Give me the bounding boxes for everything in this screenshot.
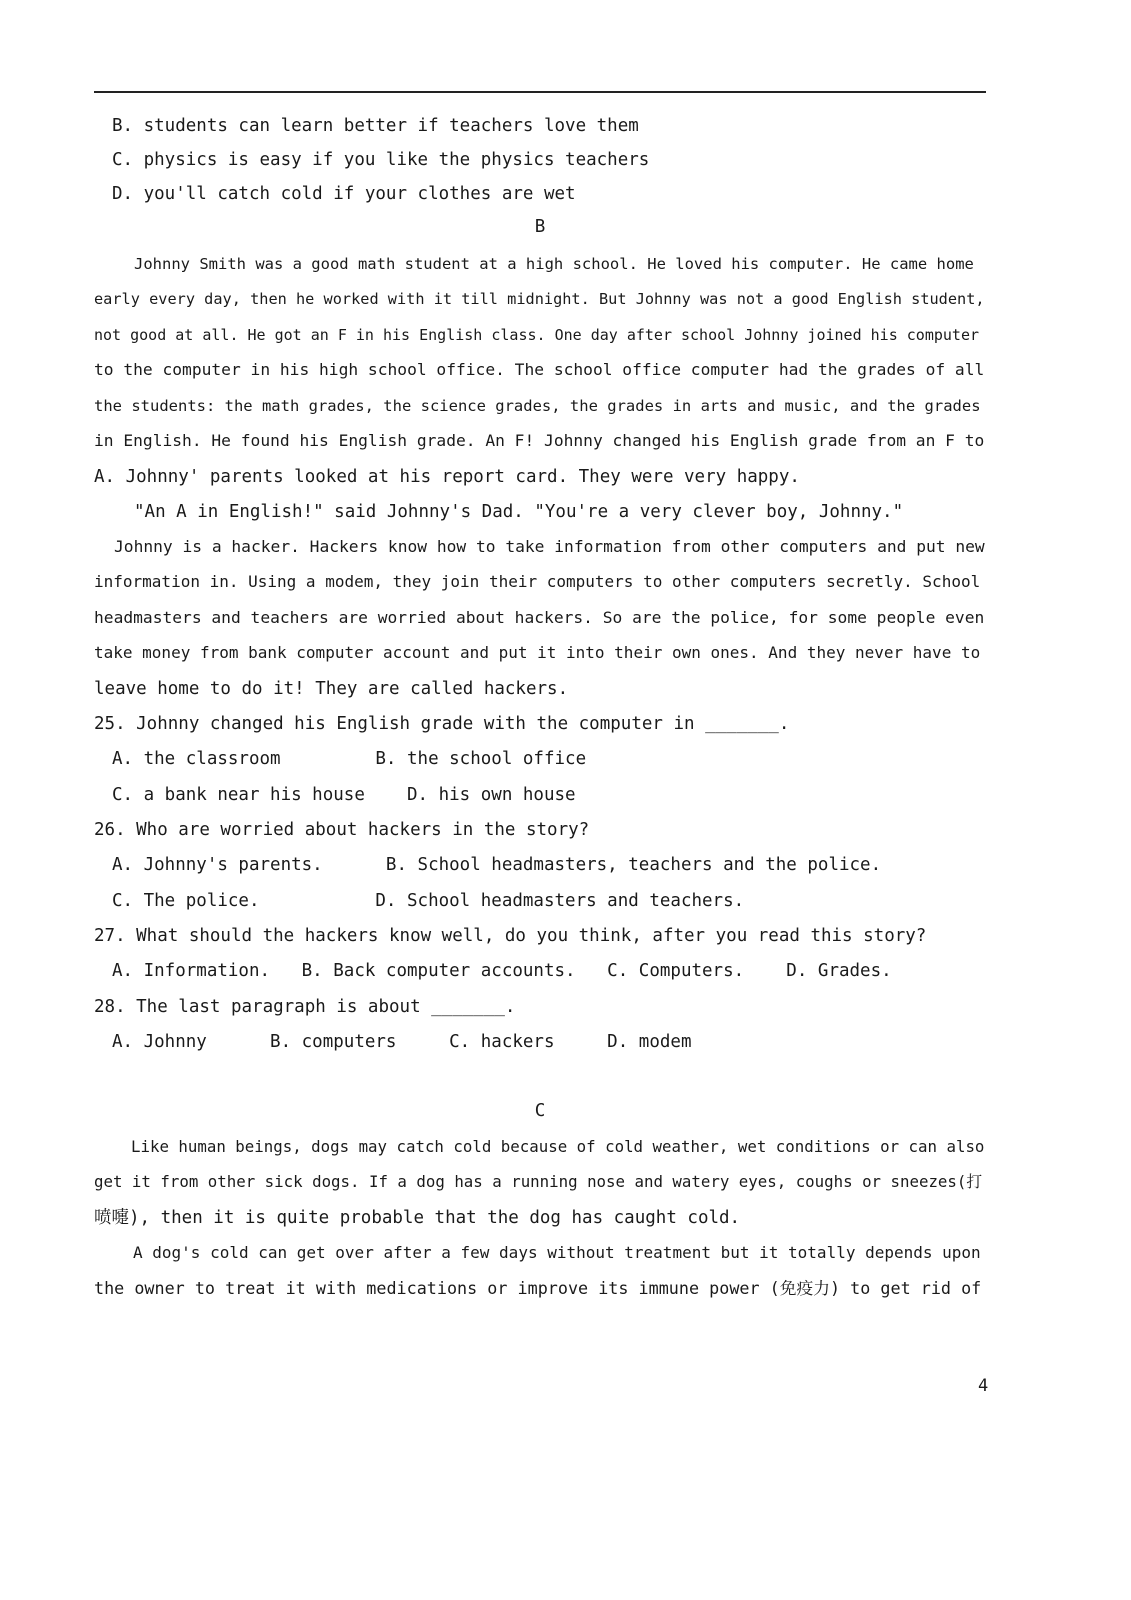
question-26-stem: 26. Who are worried about hackers in the story? <box>94 820 590 840</box>
passage-b-line: in English. He found his English grade. An F! Johnny changed his English grade from an F to <box>94 431 985 450</box>
question-25-options: C. a bank near his house D. his own house <box>112 785 576 805</box>
question-27-options: A. Information. B. Back computer accounts. C. Computers. D. Grades. <box>112 961 892 981</box>
passage-b-line: not good at all. He got an F in his English class. One day after school Johnny joined his computer <box>94 326 980 344</box>
passage-c-line: Like human beings, dogs may catch cold because of cold weather, wet conditions or can also <box>131 1137 985 1156</box>
passage-b-line: A. Johnny' parents looked at his report card. They were very happy. <box>94 467 800 487</box>
passage-b-line: Johnny is a hacker. Hackers know how to take information from other computers and put new <box>114 537 985 556</box>
passage-c-line: the owner to treat it with medications or improve its immune power (免疫力) to get rid of <box>94 1278 982 1298</box>
question-25-stem: 25. Johnny changed his English grade with the computer in _______. <box>94 714 790 734</box>
passage-b-line: headmasters and teachers are worried about hackers. So are the police, for some people even <box>94 608 985 627</box>
question-26-options: C. The police. D. School headmasters and teachers. <box>112 891 745 911</box>
question-28-options: A. Johnny B. computers C. hackers D. modem <box>112 1032 692 1052</box>
passage-b-line: the students: the math grades, the science grades, the grades in arts and music, and the grades <box>94 397 981 415</box>
passage-b-line: take money from bank computer account and put it into their own ones. And they never have to <box>94 643 981 662</box>
question-27-stem: 27. What should the hackers know well, do you think, after you read this story? <box>94 926 927 946</box>
passage-b-line: leave home to do it! They are called hackers. <box>94 679 569 699</box>
question-26-options: A. Johnny's parents. B. School headmasters, teachers and the police. <box>112 855 882 875</box>
passage-c-line: A dog's cold can get over after a few days without treatment but it totally depends upon <box>133 1243 981 1262</box>
passage-b-quote: "An A in English!" said Johnny's Dad. "You're a very clever boy, Johnny." <box>134 502 904 522</box>
passage-c-line: get it from other sick dogs. If a dog has a running nose and watery eyes, coughs or sneezes(打 <box>94 1172 983 1191</box>
section-label-c: C <box>534 1101 546 1121</box>
passage-c-line: 喷嚏), then it is quite probable that the dog has caught cold. <box>94 1208 741 1228</box>
prev-option-d: D. you'll catch cold if your clothes are wet <box>112 184 576 204</box>
section-label-b: B <box>534 217 546 237</box>
question-28-stem: 28. The last paragraph is about _______. <box>94 997 516 1017</box>
passage-b-line: Johnny Smith was a good math student at a high school. He loved his computer. He came home <box>134 255 974 273</box>
passage-b-line: early every day, then he worked with it till midnight. But Johnny was not a good English student, <box>94 290 985 308</box>
prev-option-c: C. physics is easy if you like the physics teachers <box>112 150 650 170</box>
passage-b-line: to the computer in his high school office. The school office computer had the grades of all <box>94 360 985 379</box>
question-25-options: A. the classroom B. the school office <box>112 749 587 769</box>
page-number: 4 <box>978 1376 989 1396</box>
passage-b-line: information in. Using a modem, they join their computers to other computers secretly. School <box>94 572 981 591</box>
header-rule <box>94 91 986 93</box>
prev-option-b: B. students can learn better if teachers love them <box>112 116 639 136</box>
